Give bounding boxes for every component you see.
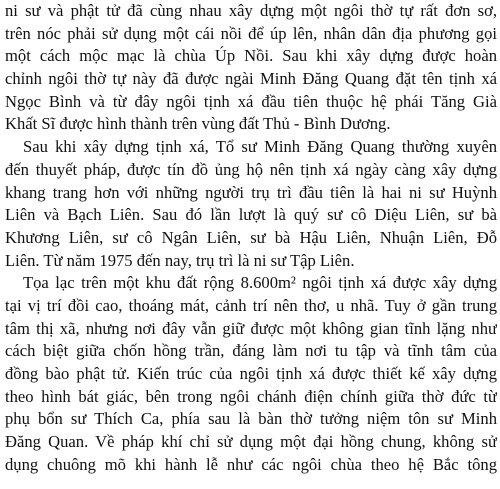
text-line: Sau khi xây dựng tịnh xá, Tổ sư Minh Đăng Quang thường xuyên <box>23 137 497 157</box>
text-line: trên nóc phải sử dụng một cái nồi để úp lên, nhân dân địa phương gọi <box>5 23 497 43</box>
text-line: theo hình bát giác, bên trong ngôi chánh điện chính giữa thờ đức từ <box>5 386 497 406</box>
text-line: Liên và Bạch Liên. Sau đó lần lượt là quý sư cô Diệu Liên, sư bà <box>5 205 497 225</box>
text-line: Tọa lạc trên một khu đất rộng 8.600m² ngôi tịnh xá được xây dựng <box>23 273 497 293</box>
text-line: Khương Liên, sư cô Ngân Liên, sư bà Hậu Liên, Nhuận Liên, Đỗ <box>5 227 497 247</box>
text-line: phụ bổn sư Thích Ca, phía sau là bàn thờ tưởng niệm tôn sư Minh <box>5 409 497 429</box>
text-line: tâm thị xã, nhưng nơi đây vẫn giữ được một không gian tĩnh lặng như <box>5 318 497 338</box>
text-line: một cách mộc mạc là chùa Úp Nồi. Sau khi xây dựng được hoàn <box>5 46 497 66</box>
text-line: chỉnh ngôi thờ tự này đã được ngài Minh Đăng Quang đặt tên tịnh xá <box>5 69 497 89</box>
body-text <box>5 0 497 476</box>
text-line: tại vị trí đồi cao, thoáng mát, cảnh trí nên thơ, u nhã. Tuy ở gần trung <box>5 295 497 315</box>
text-line: ni sư và phật tử đã cùng nhau xây dựng một ngôi thờ tự rất đơn sơ, <box>5 1 497 20</box>
text-line: Đăng Quan. Về pháp khí chỉ sử dụng một đại hồng chung, không sử <box>5 432 497 452</box>
text-line: đồng bào phật tử. Kiến trúc của ngôi tịnh xá được thiết kế xây dựng <box>5 364 497 383</box>
text-line: Ngọc Bình và từ đây ngôi tịnh xá đầu tiên thuộc hệ phái Tăng Già <box>5 91 497 111</box>
text-line: đến thuyết pháp, được tín đồ ủng hộ nên tịnh xá ngày càng xây dựng <box>5 159 497 179</box>
text-line: Khất Sĩ được hình thành trên vùng đất Thủ - Bình Dương. <box>5 114 391 134</box>
text-line: cách biệt giữa chốn hồng trần, đáng làm nơi tu tập và tĩnh tâm của <box>5 341 497 361</box>
text-line: Liên. Từ năm 1975 đến nay, trụ trì là ni sư Tập Liên. <box>5 250 355 270</box>
text-line: khang trang hơn với những người trụ trì đầu tiên là hai ni sư Huỳnh <box>5 182 497 202</box>
text-line: dụng chuông mõ khi hành lễ như các ngôi chùa theo hệ Bắc tông <box>5 454 497 474</box>
